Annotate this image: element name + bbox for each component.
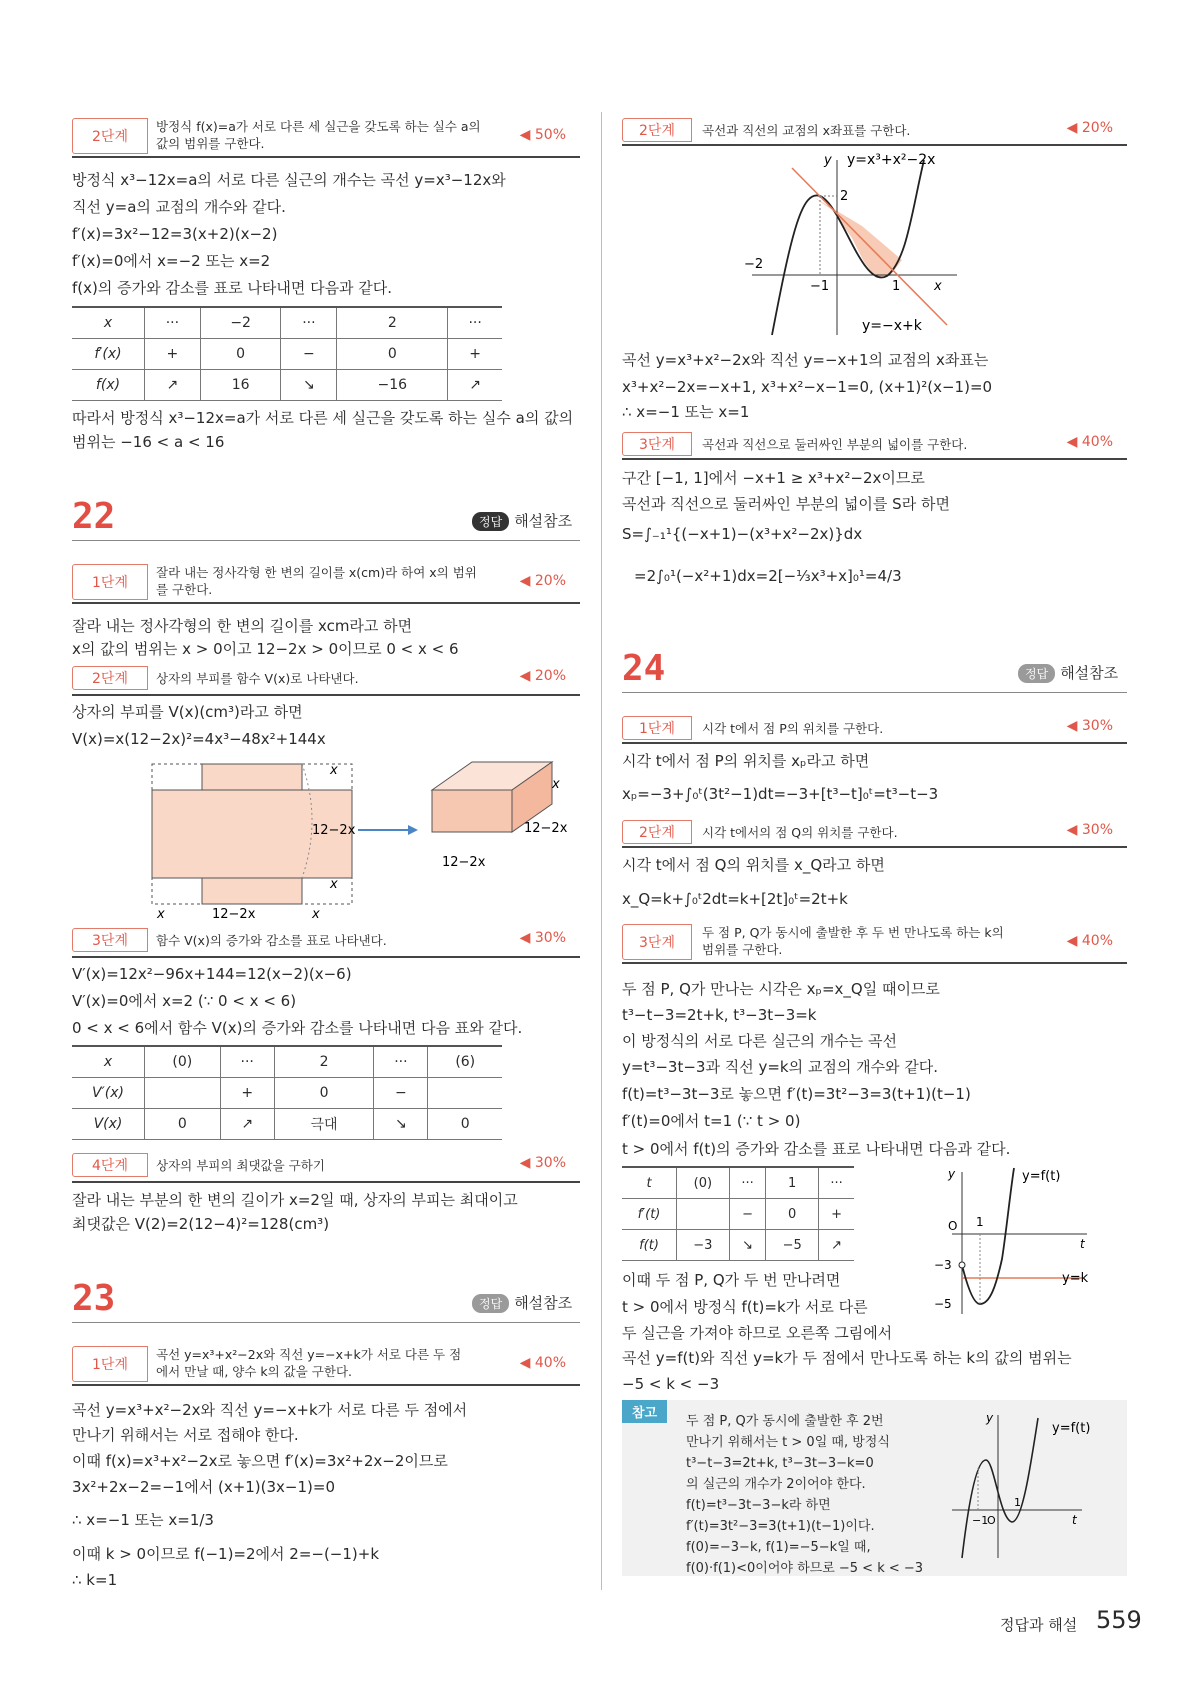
table-cell: x — [72, 307, 145, 339]
text-line: S=∫₋₁¹{(−x+1)−(x³+x²−2x)}dx — [622, 525, 863, 543]
curve-label: y=f(t) — [1022, 1169, 1061, 1184]
text-line: =2∫₀¹(−x²+1)dx=2[−⅓x³+x]₀¹=4/3 — [634, 567, 902, 585]
text-line: 곡선 y=x³+x²−2x와 직선 y=−x+1의 교점의 x좌표는 — [622, 351, 989, 369]
step-2-header — [72, 666, 580, 696]
table-cell: ↗ — [220, 1109, 274, 1140]
table-cell: 2 — [337, 307, 448, 339]
text-line: 따라서 방정식 x³−12x=a가 서로 다른 세 실근을 갖도록 하는 실수 a의 값의 — [72, 409, 574, 427]
tick-label: −3 — [934, 1258, 952, 1272]
tick-label: 1 — [976, 1215, 984, 1229]
tick-label: −2 — [744, 257, 764, 272]
table-cell: ··· — [374, 1046, 428, 1078]
table-cell — [145, 1078, 221, 1109]
answer-tag: 정답 — [472, 512, 509, 531]
text-line: y=t³−3t−3과 직선 y=k의 교점의 개수와 같다. — [622, 1058, 939, 1076]
table-row — [72, 1109, 502, 1140]
problem-number: 22 — [72, 496, 116, 537]
step-description: 곡선 y=x³+x²−2x와 직선 y=−x+k가 서로 다른 두 점에서 만날 때, 양수 k의 값을 구한다. — [156, 1347, 462, 1379]
table-cell: 0 — [145, 1109, 221, 1140]
table-cell — [677, 1199, 730, 1230]
table-cell: 0 — [337, 339, 448, 370]
curve-label: y=f(t) — [1052, 1421, 1091, 1436]
step-description: 상자의 부피를 함수 V(x)로 나타낸다. — [156, 671, 359, 686]
step-3-header — [622, 432, 1127, 460]
step-percent: ◀ 40% — [519, 1355, 566, 1371]
y-axis-label: y — [824, 153, 832, 168]
problem-number: 23 — [72, 1278, 116, 1319]
text-line: 두 점 P, Q가 만나는 시각은 xₚ=x_Q일 때이므로 — [622, 980, 940, 998]
table-cell: 0 — [200, 339, 281, 370]
note-line: f′(t)=3t²−3=3(t+1)(t−1)이다. — [686, 1519, 875, 1534]
step-description: 두 점 P, Q가 동시에 출발한 후 두 번 만나도록 하는 k의 범위를 구한다. — [702, 925, 1004, 957]
label-side: 12−2x — [312, 823, 356, 838]
step-2-header — [72, 118, 580, 158]
y-axis-label: y — [948, 1167, 956, 1181]
step-badge: 4단계 — [72, 1153, 148, 1177]
arrow-head — [408, 825, 418, 835]
text-line: 이 방정식의 서로 다른 실근의 개수는 곡선 — [622, 1032, 897, 1050]
table-cell: 1 — [766, 1167, 819, 1199]
table-cell: 0 — [428, 1109, 502, 1140]
step-3-header — [72, 928, 580, 958]
tick-label: −1 — [810, 279, 830, 294]
text-line: ∴ x=−1 또는 x=1 — [622, 403, 750, 421]
table-row — [622, 1230, 854, 1261]
text-line: 상자의 부피를 V(x)(cm³)라고 하면 — [72, 703, 303, 721]
note-tag: 참고 — [622, 1400, 667, 1423]
text-line: xₚ=−3+∫₀ᵗ(3t²−1)dt=−3+[t³−t]₀ᵗ=t³−t−3 — [622, 785, 939, 803]
curve-f — [962, 1418, 1038, 1558]
variation-table-21 — [72, 306, 502, 401]
step-1-header — [622, 716, 1127, 744]
step-description: 상자의 부피의 최댓값을 구하기 — [156, 1158, 325, 1173]
answer-tag: 정답 — [1018, 664, 1055, 683]
curve-f — [962, 1168, 1014, 1304]
text-line: t > 0에서 방정식 f(t)=k가 서로 다른 — [622, 1298, 868, 1316]
table-cell: f(t) — [622, 1230, 677, 1261]
table-cell: − — [281, 339, 337, 370]
text-line: 만나기 위해서는 서로 접해야 한다. — [72, 1426, 299, 1444]
label-side: 12−2x — [212, 907, 256, 922]
text-line: 곡선과 직선으로 둘러싸인 부분의 넓이를 S라 하면 — [622, 495, 950, 513]
table-cell: + — [220, 1078, 274, 1109]
text-line: V′(x)=12x²−96x+144=12(x−2)(x−6) — [72, 965, 352, 983]
text-line: 0 < x < 6에서 함수 V(x)의 증가와 감소를 나타내면 다음 표와 같다. — [72, 1019, 523, 1037]
text-line: 이때 f(x)=x³+x²−2x로 놓으면 f′(x)=3x²+2x−2이므로 — [72, 1452, 448, 1470]
text-line: 이때 k > 0이므로 f(−1)=2에서 2=−(−1)+k — [72, 1545, 380, 1563]
table-cell: ··· — [729, 1167, 766, 1199]
text-line: ∴ x=−1 또는 x=1/3 — [72, 1511, 214, 1529]
text-line: x의 값의 범위는 x > 0이고 12−2x > 0이므로 0 < x < 6 — [72, 640, 459, 658]
text-line: V′(x)=0에서 x=2 (∵ 0 < x < 6) — [72, 992, 297, 1010]
variation-table-24 — [622, 1166, 854, 1261]
step-1-header — [72, 564, 580, 604]
step-badge: 2단계 — [622, 118, 692, 142]
table-cell: f′(t) — [622, 1199, 677, 1230]
footer-label: 정답과 해설 — [1000, 1616, 1078, 1634]
table-cell: ··· — [220, 1046, 274, 1078]
step-3-header — [622, 924, 1127, 964]
step-2-header — [622, 118, 1127, 146]
table-row — [72, 339, 502, 370]
variation-table-22 — [72, 1045, 502, 1140]
table-cell: V′(x) — [72, 1078, 145, 1109]
note-line: 두 점 P, Q가 동시에 출발한 후 2번 — [686, 1414, 884, 1429]
text-line: f′(t)=0에서 t=1 (∵ t > 0) — [622, 1112, 801, 1130]
answer-text: 해설참조 — [514, 1294, 573, 1312]
table-cell: ↘ — [729, 1230, 766, 1261]
table-cell: ··· — [281, 307, 337, 339]
step-badge: 2단계 — [72, 118, 148, 154]
step-4-header — [72, 1153, 580, 1183]
answer-reference — [472, 510, 572, 531]
table-cell: 2 — [274, 1046, 374, 1078]
table-cell: 극대 — [274, 1109, 374, 1140]
text-line: f′(x)=3x²−12=3(x+2)(x−2) — [72, 225, 278, 243]
step-percent: ◀ 40% — [1066, 933, 1113, 949]
step-description: 함수 V(x)의 증가와 감소를 표로 나타낸다. — [156, 933, 387, 948]
table-cell: ··· — [819, 1167, 854, 1199]
label-x: x — [157, 907, 165, 922]
table-cell: (0) — [145, 1046, 221, 1078]
table-cell: ↗ — [448, 370, 502, 401]
origin-label: O — [948, 1219, 958, 1233]
label-x: x — [552, 777, 560, 792]
page-number: 559 — [1096, 1606, 1142, 1634]
answer-text: 해설참조 — [1060, 664, 1119, 682]
tick-label: 1 — [892, 279, 901, 294]
step-percent: ◀ 30% — [1066, 718, 1113, 734]
text-line: f′(x)=0에서 x=−2 또는 x=2 — [72, 252, 271, 270]
line-label: y=−x+k — [862, 318, 922, 334]
note-line: 만나기 위해서는 t > 0일 때, 방정식 — [686, 1435, 890, 1450]
text-line: 곡선 y=x³+x²−2x와 직선 y=−x+k가 서로 다른 두 점에서 — [72, 1401, 468, 1419]
step-percent: ◀ 40% — [1066, 434, 1113, 450]
step-badge: 3단계 — [72, 928, 148, 952]
tick-label: −1 — [972, 1514, 989, 1527]
note-line: 의 실근의 개수가 2이어야 한다. — [686, 1477, 866, 1492]
problem-number: 24 — [622, 648, 666, 689]
line-label: y=k — [1062, 1271, 1089, 1286]
table-cell: V(x) — [72, 1109, 145, 1140]
tick-label: 2 — [840, 189, 849, 204]
text-line: 두 실근을 가져야 하므로 오른쪽 그림에서 — [622, 1324, 893, 1342]
step-badge: 2단계 — [72, 666, 148, 690]
tick-label: 1 — [1014, 1496, 1021, 1509]
text-line: 시각 t에서 점 Q의 위치를 x_Q라고 하면 — [622, 856, 885, 874]
step-description: 잘라 내는 정사각형 한 변의 길이를 x(cm)라 하여 x의 범위를 구한다. — [156, 565, 477, 597]
table-cell: −3 — [677, 1230, 730, 1261]
step-percent: ◀ 20% — [519, 573, 566, 589]
rule — [622, 692, 1127, 693]
text-line: f(x)의 증가와 감소를 표로 나타내면 다음과 같다. — [72, 279, 393, 297]
table-cell: f(x) — [72, 370, 145, 401]
table-cell: (6) — [428, 1046, 502, 1078]
text-line: 방정식 x³−12x=a의 서로 다른 실근의 개수는 곡선 y=x³−12x와 — [72, 171, 506, 189]
table-cell: − — [729, 1199, 766, 1230]
table-cell: ··· — [448, 307, 502, 339]
text-line: 잘라 내는 부분의 한 변의 길이가 x=2일 때, 상자의 부피는 최대이고 — [72, 1191, 518, 1209]
table-cell: −16 — [337, 370, 448, 401]
column-divider — [601, 112, 602, 1590]
text-line: x³+x²−2x=−x+1, x³+x²−x−1=0, (x+1)²(x−1)=0 — [622, 378, 993, 396]
step-percent: ◀ 30% — [1066, 822, 1113, 838]
text-line: 이때 두 점 P, Q가 두 번 만나려면 — [622, 1271, 841, 1289]
text-line: V(x)=x(12−2x)²=4x³−48x²+144x — [72, 730, 326, 748]
step-description: 방정식 f(x)=a가 서로 다른 세 실근을 갖도록 하는 실수 a의 값의 범위를 구한다. — [156, 119, 481, 151]
answer-reference — [1018, 662, 1118, 683]
note-box — [622, 1400, 1127, 1576]
step-1-header — [72, 1346, 580, 1386]
curve-label: y=x³+x²−2x — [847, 152, 936, 168]
step-percent: ◀ 50% — [519, 127, 566, 143]
rule — [72, 1322, 580, 1323]
table-cell: − — [374, 1078, 428, 1109]
text-line: 곡선 y=f(t)와 직선 y=k가 두 점에서 만나도록 하는 k의 값의 범위는 — [622, 1349, 1072, 1367]
table-row — [72, 307, 502, 339]
note-line: f(0)=−3−k, f(1)=−5−k일 때, — [686, 1540, 871, 1555]
graph-23 — [744, 150, 1012, 340]
label-x: x — [330, 763, 338, 778]
table-cell: ··· — [145, 307, 201, 339]
step-percent: ◀ 30% — [519, 1155, 566, 1171]
label-side: 12−2x — [442, 855, 486, 870]
table-row — [622, 1199, 854, 1230]
origin-label: O — [987, 1514, 996, 1527]
step-percent: ◀ 20% — [1066, 120, 1113, 136]
text-line: 잘라 내는 정사각형의 한 변의 길이를 xcm라고 하면 — [72, 617, 413, 635]
step-badge: 3단계 — [622, 924, 692, 960]
answer-text: 해설참조 — [514, 512, 573, 530]
step-percent: ◀ 30% — [519, 930, 566, 946]
step-badge: 1단계 — [72, 1346, 148, 1382]
step-badge: 2단계 — [622, 820, 692, 844]
table-cell: f′(x) — [72, 339, 145, 370]
tick-label: −5 — [934, 1297, 952, 1311]
table-row — [72, 370, 502, 401]
x-axis-label: x — [934, 279, 942, 294]
y-axis-label: y — [986, 1411, 994, 1425]
table-row — [72, 1046, 502, 1078]
text-line: 범위는 −16 < a < 16 — [72, 433, 225, 451]
table-cell — [428, 1078, 502, 1109]
note-graph — [942, 1410, 1122, 1560]
table-cell: 0 — [766, 1199, 819, 1230]
answer-reference — [472, 1292, 572, 1313]
text-line: 3x²+2x−2=−1에서 (x+1)(3x−1)=0 — [72, 1478, 336, 1496]
table-row — [622, 1167, 854, 1199]
table-cell: + — [448, 339, 502, 370]
text-line: t³−t−3=2t+k, t³−3t−3=k — [622, 1006, 817, 1024]
step-description: 시각 t에서 점 P의 위치를 구한다. — [702, 721, 884, 736]
cubic-curve — [772, 160, 924, 335]
rule — [72, 540, 580, 541]
table-cell: x — [72, 1046, 145, 1078]
text-line: 구간 [−1, 1]에서 −x+1 ≥ x³+x²−2x이므로 — [622, 469, 925, 487]
text-line: f(t)=t³−3t−3로 놓으면 f′(t)=3t²−3=3(t+1)(t−1) — [622, 1085, 971, 1103]
table-cell: 0 — [274, 1078, 374, 1109]
table-cell: ↘ — [374, 1109, 428, 1140]
step-percent: ◀ 20% — [519, 668, 566, 684]
answer-tag: 정답 — [472, 1294, 509, 1313]
step-description: 곡선과 직선의 교점의 x좌표를 구한다. — [702, 123, 911, 138]
table-cell: 16 — [200, 370, 281, 401]
text-line: x_Q=k+∫₀ᵗ2dt=k+[2t]₀ᵗ=2t+k — [622, 890, 848, 908]
text-line: −5 < k < −3 — [622, 1375, 720, 1393]
label-x: x — [312, 907, 320, 922]
graph-24 — [922, 1164, 1122, 1314]
table-cell: ↗ — [145, 370, 201, 401]
box-front — [432, 790, 512, 832]
text-line: 시각 t에서 점 P의 위치를 xₚ라고 하면 — [622, 752, 870, 770]
step-badge: 1단계 — [72, 564, 148, 600]
step-description: 시각 t에서의 점 Q의 위치를 구한다. — [702, 825, 898, 840]
open-point — [959, 1262, 965, 1268]
step-description: 곡선과 직선으로 둘러싸인 부분의 넓이를 구한다. — [702, 437, 968, 452]
note-line: t³−t−3=2t+k, t³−3t−3−k=0 — [686, 1456, 874, 1471]
label-x: x — [330, 877, 338, 892]
note-line: f(0)·f(1)<0이어야 하므로 −5 < k < −3 — [686, 1561, 924, 1576]
note-line: f(t)=t³−3t−3−k라 하면 — [686, 1498, 831, 1513]
text-line: 최댓값은 V(2)=2(12−4)²=128(cm³) — [72, 1215, 330, 1233]
text-line: 직선 y=a의 교점의 개수와 같다. — [72, 198, 286, 216]
table-row — [72, 1078, 502, 1109]
table-cell: + — [145, 339, 201, 370]
step-badge: 1단계 — [622, 716, 692, 740]
tangent-line — [792, 168, 947, 325]
table-cell: + — [819, 1199, 854, 1230]
table-cell: (0) — [677, 1167, 730, 1199]
t-axis-label: t — [1072, 1513, 1077, 1527]
text-line: t > 0에서 f(t)의 증가와 감소를 표로 나타내면 다음과 같다. — [622, 1140, 1011, 1158]
table-cell: ↗ — [819, 1230, 854, 1261]
table-cell: t — [622, 1167, 677, 1199]
table-cell: −5 — [766, 1230, 819, 1261]
step-2-header — [622, 820, 1127, 848]
table-cell: ↘ — [281, 370, 337, 401]
step-badge: 3단계 — [622, 432, 692, 456]
box-net-figure — [122, 760, 568, 922]
t-axis-label: t — [1080, 1237, 1085, 1251]
table-cell: −2 — [200, 307, 281, 339]
label-side: 12−2x — [524, 821, 568, 836]
text-line: ∴ k=1 — [72, 1571, 118, 1589]
